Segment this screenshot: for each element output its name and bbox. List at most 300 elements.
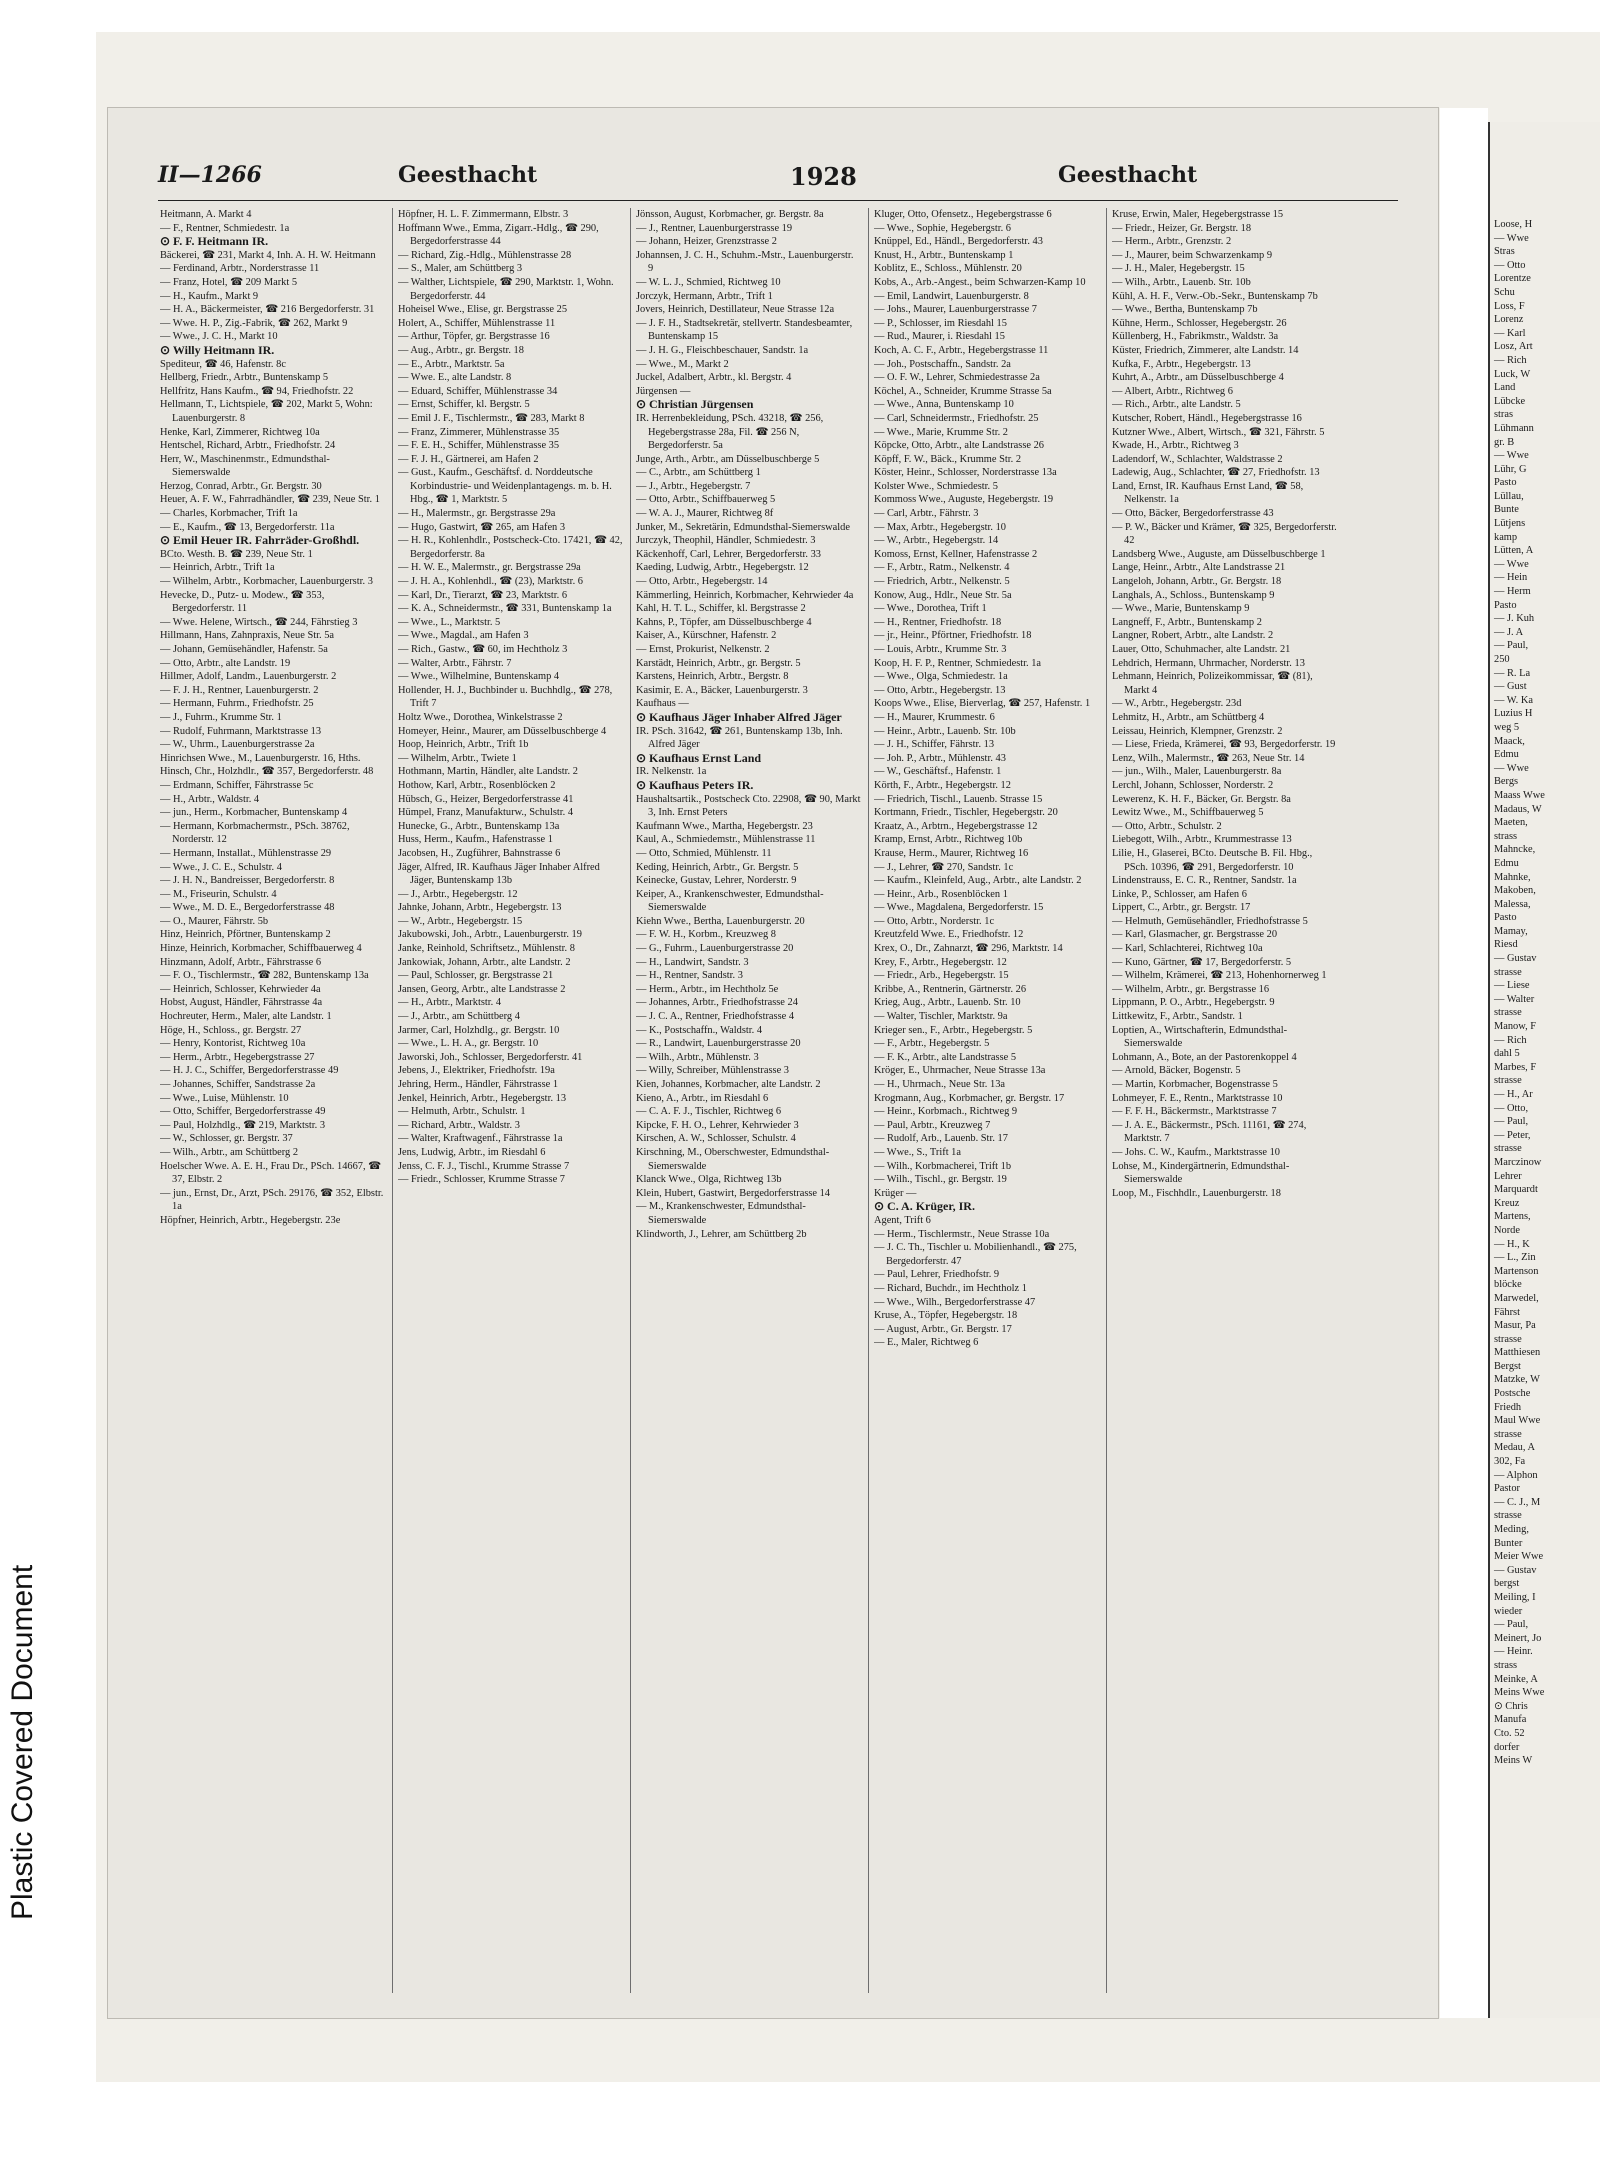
directory-entry: — Johs. C. W., Kaufm., Marktstrasse 10 xyxy=(1112,1146,1280,1158)
directory-entry: — Johannes, Arbtr., Friedhofstrasse 24 xyxy=(636,997,798,1009)
directory-entry: Hoelscher Wwe. A. E. H., Frau Dr., PSch. 14667, ☎ 37, Elbstr. 2 xyxy=(160,1160,382,1186)
directory-entry: — Wwe., Bertha, Buntenskamp 7b xyxy=(1112,304,1258,316)
directory-entry: Kommoss Wwe., Auguste, Hegebergstr. 19 xyxy=(874,494,1054,506)
directory-entry: Agent, Trift 6 xyxy=(874,1214,931,1226)
directory-entry: — Aug., Arbtr., gr. Bergstr. 18 xyxy=(398,344,524,356)
directory-entry: — Wwe., L., Marktstr. 5 xyxy=(398,616,501,628)
next-page-line: weg 5 xyxy=(1494,721,1520,733)
directory-entry: — F., Rentner, Schmiedestr. 1a xyxy=(160,222,290,234)
directory-entry: Lehdrich, Hermann, Uhrmacher, Norderstr. 13 xyxy=(1112,657,1305,669)
directory-entry: Spediteur, ☎ 46, Hafenstr. 8c xyxy=(160,358,286,370)
directory-entry: Kufka, F., Arbtr., Hegebergstr. 13 xyxy=(1112,358,1251,370)
directory-entry: Kaul, A., Schmiedemstr., Mühlenstrasse 11 xyxy=(636,834,816,846)
directory-entry: — Eduard, Schiffer, Mühlenstrasse 34 xyxy=(398,385,558,397)
directory-entry: — Wilh., Korbmacherei, Trift 1b xyxy=(874,1160,1012,1172)
directory-entry: Ladewig, Aug., Schlachter, ☎ 27, Friedhofstr. 13 xyxy=(1112,467,1320,479)
next-page-line: Riesd xyxy=(1494,939,1518,951)
directory-entry: Jurczyk, Theophil, Händler, Schmiedestr. 3 xyxy=(636,535,816,547)
directory-entry: Klanck Wwe., Olga, Richtweg 13b xyxy=(636,1174,782,1186)
directory-entry: — J., Arbtr., am Schüttberg 4 xyxy=(398,1011,520,1023)
directory-entry: Krüger — xyxy=(874,1187,917,1199)
directory-entry: Junge, Arth., Arbtr., am Düsselbuschberge 5 xyxy=(636,453,820,465)
next-page-line: — Alphon xyxy=(1494,1469,1538,1481)
directory-entry: — W., Arbtr., Hegebergstr. 15 xyxy=(398,915,523,927)
directory-entry: — E., Kaufm., ☎ 13, Bergedorferstr. 11a xyxy=(160,521,335,533)
directory-entry: — J. H. G., Fleischbeschauer, Sandstr. 1a xyxy=(636,344,809,356)
next-page-line: Mahncke, xyxy=(1494,844,1536,856)
directory-entry: — F. K., Arbtr., alte Landstrasse 5 xyxy=(874,1051,1017,1063)
next-page-line: kamp xyxy=(1494,531,1518,543)
directory-entry: — Hermann, Fuhrm., Friedhofstr. 25 xyxy=(160,698,314,710)
directory-column-5 xyxy=(1112,208,1337,1993)
directory-entry: — H. R., Kohlenhdlr., Postscheck-Cto. 17421, ☎ 42, Bergedorferstr. 8a xyxy=(398,535,623,560)
directory-entry: Hillmer, Adolf, Landm., Lauenburgerstr. 2 xyxy=(160,671,337,683)
directory-entry: Hinzmann, Adolf, Arbtr., Fährstrasse 6 xyxy=(160,956,322,968)
directory-entry: — Otto, Schiffer, Bergedorferstrasse 49 xyxy=(160,1106,326,1118)
next-page-line: Lühr, G xyxy=(1494,463,1527,475)
directory-entry: Kramp, Ernst, Arbtr., Richtweg 10b xyxy=(874,834,1023,846)
directory-entry: — Emil J. F., Tischlermstr., ☎ 283, Markt 8 xyxy=(398,412,585,424)
directory-entry: ⊙ Kaufhaus Ernst Land xyxy=(636,750,762,765)
directory-entry: — Johann, Gemüsehändler, Hafenstr. 5a xyxy=(160,644,328,655)
page-header xyxy=(158,162,1398,194)
directory-entry: Henke, Karl, Zimmerer, Richtweg 10a xyxy=(160,426,320,438)
directory-entry: Jenkel, Heinrich, Arbtr., Hegebergstr. 13 xyxy=(398,1092,567,1104)
next-page-line: Lütten, A xyxy=(1494,545,1534,557)
directory-entry: Kruse, A., Töpfer, Hegebergstr. 18 xyxy=(874,1310,1018,1322)
next-page-line: strasse xyxy=(1494,1143,1522,1155)
directory-entry: Jehring, Herm., Händler, Fährstrasse 1 xyxy=(398,1079,559,1090)
next-page-line: Meins Wwe xyxy=(1494,1687,1545,1699)
directory-entry: — August, Arbtr., Gr. Bergstr. 17 xyxy=(874,1323,1012,1335)
next-page-line: gr. B xyxy=(1494,436,1515,448)
directory-entry: — Heinr., Arbtr., Lauenb. Str. 10b xyxy=(874,725,1016,737)
next-page-line: — Wwe xyxy=(1494,558,1529,570)
directory-entry: Hinze, Heinrich, Korbmacher, Schiffbauerweg 4 xyxy=(160,943,362,955)
directory-entry: — H., Uhrmach., Neue Str. 13a xyxy=(874,1079,1006,1090)
directory-entry: — Helmuth, Arbtr., Schulstr. 1 xyxy=(398,1106,526,1118)
directory-entry: — Friedrich, Tischl., Lauenb. Strasse 15 xyxy=(874,793,1043,805)
directory-entry: — Herm., Arbtr., im Hechtholz 5e xyxy=(636,983,779,995)
directory-entry: Kribbe, A., Rentnerin, Gärtnerstr. 26 xyxy=(874,983,1027,995)
directory-entry: Lilie, H., Glaserei, BCto. Deutsche B. Fil. Hbg., PSch. 10396, ☎ 291, Bergedorferstr. 10 xyxy=(1112,847,1313,873)
next-page-line: dahl 5 xyxy=(1494,1048,1520,1060)
directory-entry: — K. A., Schneidermstr., ☎ 331, Buntenskamp 1a xyxy=(398,603,612,615)
directory-entry: Heitmann, A. Markt 4 xyxy=(160,209,252,220)
directory-entry: Hobst, August, Händler, Fährstrasse 4a xyxy=(160,997,323,1009)
directory-entry: — Karl, Glasmacher, gr. Bergstrasse 20 xyxy=(1112,929,1278,941)
directory-entry: — Walther, Lichtspiele, ☎ 290, Marktstr. 1, Wohn. Bergedorferstr. 44 xyxy=(398,276,614,302)
directory-entry: — J., Arbtr., Hegebergstr. 7 xyxy=(636,480,751,492)
directory-entry: ⊙ Willy Heitmann IR. xyxy=(160,342,275,357)
next-page-line: — C. J., M xyxy=(1494,1496,1541,1508)
directory-entry: Höge, H., Schloss., gr. Bergstr. 27 xyxy=(160,1024,302,1036)
page-title-left: Geesthacht xyxy=(398,162,538,188)
directory-entry: — Wilh., Arbtr., Lauenb. Str. 10b xyxy=(1112,276,1251,288)
directory-entry: — Paul, Schlosser, gr. Bergstrasse 21 xyxy=(398,970,554,982)
next-page-line: Fährst xyxy=(1494,1306,1520,1318)
directory-column-2 xyxy=(398,208,623,1993)
next-page-line: — Otto xyxy=(1494,259,1526,271)
next-page-line: Stras xyxy=(1494,246,1515,258)
directory-entry: — Otto, Arbtr., Hegebergstr. 14 xyxy=(636,576,768,588)
directory-entry: — Liese, Frieda, Krämerei, ☎ 93, Bergedorferstr. 19 xyxy=(1112,739,1336,751)
directory-entry: — F. W. H., Korbm., Kreuzweg 8 xyxy=(636,929,777,941)
directory-entry: Lehmitz, H., Arbtr., am Schüttberg 4 xyxy=(1112,711,1265,723)
column-rule xyxy=(1106,208,1107,1993)
next-page-line: Meiling, I xyxy=(1494,1591,1536,1603)
next-page-line: Lüllau, xyxy=(1494,490,1524,502)
directory-entry: Kahns, P., Töpfer, am Düsselbuschberge 4 xyxy=(636,616,812,628)
directory-entry: — Wwe., Dorothea, Trift 1 xyxy=(874,603,987,615)
directory-entry: Karstens, Heinrich, Arbtr., Bergstr. 8 xyxy=(636,671,789,683)
directory-entry: — Willy, Schreiber, Mühlenstrasse 3 xyxy=(636,1065,789,1077)
directory-entry: — W., Geschäftsf., Hafenstr. 1 xyxy=(874,766,1002,778)
directory-entry: — Hermann, Korbmachermstr., PSch. 38762, Norderstr. 12 xyxy=(160,820,350,846)
directory-entry: — W., Schlosser, gr. Bergstr. 37 xyxy=(160,1133,293,1145)
next-page-line: — Wwe xyxy=(1494,762,1529,774)
directory-entry: Hinrichsen Wwe., M., Lauenburgerstr. 16, Hths. xyxy=(160,752,361,764)
next-page-line: — H., Ar xyxy=(1494,1089,1533,1100)
directory-entry: Jaworski, Joh., Schlosser, Bergedorferstr. 41 xyxy=(398,1051,583,1063)
next-page-line: ⊙ Chris xyxy=(1494,1700,1528,1712)
directory-entry: — H., Arbtr., Marktstr. 4 xyxy=(398,997,502,1009)
next-page-line: Schu xyxy=(1494,286,1515,298)
next-page-line: — Gustav xyxy=(1494,953,1537,965)
directory-entry: Kwade, H., Arbtr., Richtweg 3 xyxy=(1112,440,1239,452)
next-page-line: Bunter xyxy=(1494,1537,1523,1549)
directory-entry: Hoffmann Wwe., Emma, Zigarr.-Hdlg., ☎ 290, Bergedorferstrasse 44 xyxy=(398,222,599,248)
directory-entry: — Otto, Arbtr., Schulstr. 2 xyxy=(1112,820,1222,832)
next-page-line: Pasto xyxy=(1494,599,1517,611)
directory-entry: Hentschel, Richard, Arbtr., Friedhofstr. 24 xyxy=(160,440,336,452)
directory-entry: — O., Maurer, Fährstr. 5b xyxy=(160,915,269,927)
directory-entry: — Walter, Kraftwagenf., Fährstrasse 1a xyxy=(398,1133,563,1145)
directory-entry: — Rudolf, Fuhrmann, Marktstrasse 13 xyxy=(160,725,322,737)
next-page-line: dorfer xyxy=(1494,1741,1520,1753)
next-page-line: strasse xyxy=(1494,1510,1522,1522)
directory-entry: — W., Arbtr., Hegebergstr. 14 xyxy=(874,535,999,547)
directory-entry: Krieg, Aug., Arbtr., Lauenb. Str. 10 xyxy=(874,997,1021,1009)
directory-entry: ⊙ F. F. Heitmann IR. xyxy=(160,234,269,249)
directory-entry: — Emil, Landwirt, Lauenburgerstr. 8 xyxy=(874,290,1029,302)
directory-entry: — Hermann, Installat., Mühlenstrasse 29 xyxy=(160,847,332,859)
directory-entry: — Wwe., Sophie, Hegebergstr. 6 xyxy=(874,222,1011,234)
directory-entry: — F. E. H., Schiffer, Mühlenstrasse 35 xyxy=(398,440,560,452)
directory-entry: — Friedrich, Arbtr., Nelkenstr. 5 xyxy=(874,576,1010,588)
next-page-line: Bergst xyxy=(1494,1360,1521,1372)
directory-entry: — Max, Arbtr., Hegebergstr. 10 xyxy=(874,521,1006,533)
directory-entry: Koops Wwe., Elise, Bierverlag, ☎ 257, Hafenstr. 1 xyxy=(874,698,1091,710)
directory-entry: — J. C. Th., Tischler u. Mobilienhandl., ☎ 275, Bergedorferstr. 47 xyxy=(874,1242,1077,1267)
directory-entry: Hellmann, T., Lichtspiele, ☎ 202, Markt 5, Wohn: Lauenburgerstr. 8 xyxy=(160,399,373,424)
directory-entry: Jens, Ludwig, Arbtr., im Riesdahl 6 xyxy=(398,1146,546,1158)
directory-entry: Jebens, J., Elektriker, Friedhofstr. 19a xyxy=(398,1065,555,1077)
directory-entry: — J., Arbtr., Hegebergstr. 12 xyxy=(398,888,518,900)
next-page-line: — J. Kuh xyxy=(1494,613,1535,625)
column-rule xyxy=(630,208,631,1993)
directory-entry: — Johs., Maurer, Lauenburgerstrasse 7 xyxy=(874,304,1038,316)
directory-entry: IR. Herrenbekleidung, PSch. 43218, ☎ 256, Hegebergstrasse 28a, Fil. ☎ 256 N, Bergedorferstr. 5a xyxy=(636,412,824,452)
directory-entry: Lewerenz, K. H. F., Bäcker, Gr. Bergstr. 8a xyxy=(1112,793,1291,805)
directory-entry: Landsberg Wwe., Auguste, am Düsselbuschberge 1 xyxy=(1112,548,1326,560)
directory-entry: Lange, Heinr., Arbtr., Alte Landstrasse 21 xyxy=(1112,562,1286,574)
directory-entry: — Heinr., Korbmach., Richtweg 9 xyxy=(874,1106,1018,1118)
directory-entry: — Wwe., L. H. A., gr. Bergstr. 10 xyxy=(398,1038,539,1050)
directory-entry: Leissau, Heinrich, Klempner, Grenzstr. 2 xyxy=(1112,725,1283,737)
directory-entry: Keinecke, Gustav, Lehrer, Norderstr. 9 xyxy=(636,875,797,887)
directory-entry: Loptien, A., Wirtschafterin, Edmundsthal-Siemerswalde xyxy=(1112,1024,1288,1050)
directory-entry: — Wilhelm, Arbtr., Korbmacher, Lauenburgerstr. 3 xyxy=(160,576,373,588)
directory-entry: Langneff, F., Arbtr., Buntenskamp 2 xyxy=(1112,616,1262,628)
directory-entry: — H., Arbtr., Waldstr. 4 xyxy=(160,793,260,805)
directory-entry: — J. H. A., Kohlenhdl., ☎ (23), Marktstr. 6 xyxy=(398,576,583,588)
next-page-line: Luzius H xyxy=(1494,708,1533,720)
directory-entry: Lewitz Wwe., M., Schiffbauerweg 5 xyxy=(1112,807,1264,819)
directory-entry: Langhals, A., Schloss., Buntenskamp 9 xyxy=(1112,589,1275,601)
directory-entry: — Ferdinand, Arbtr., Norderstrasse 11 xyxy=(160,263,320,275)
next-page-line: Losz, Art xyxy=(1494,341,1533,353)
directory-entry: Küster, Friedrich, Zimmerer, alte Landstr. 14 xyxy=(1112,344,1299,356)
directory-entry: Junker, M., Sekretärin, Edmundsthal-Siemerswalde xyxy=(636,521,850,533)
next-page-line: Luck, W xyxy=(1494,368,1531,380)
directory-entry: — Heinrich, Arbtr., Trift 1a xyxy=(160,562,275,574)
directory-entry: — jun., Herm., Korbmacher, Buntenskamp 4 xyxy=(160,807,348,819)
directory-entry: Land, Ernst, IR. Kaufhaus Ernst Land, ☎ 58, Nelkenstr. 1a xyxy=(1112,480,1304,506)
directory-entry: Lohmann, A., Bote, an der Pastorenkoppel 4 xyxy=(1112,1051,1297,1063)
directory-entry: Krey, F., Arbtr., Hegebergstr. 12 xyxy=(874,956,1007,968)
next-page-line: — Rich xyxy=(1494,1034,1527,1046)
directory-entry: — Franz, Zimmerer, Mühlenstrasse 35 xyxy=(398,426,560,438)
directory-entry: — Gust., Kaufm., Geschäftsf. d. Norddeutsche Korbindustrie- und Weidenplantagengs. m. b. H. Hbg., ☎ 1, Marktstr. 5 xyxy=(398,467,612,506)
next-page-line: strasse xyxy=(1494,966,1522,978)
next-page-line: — Otto, xyxy=(1494,1102,1529,1114)
directory-entry: — Rich., Arbtr., alte Landstr. 5 xyxy=(1112,399,1241,411)
directory-entry: Höpfner, H. L. F. Zimmermann, Elbstr. 3 xyxy=(398,209,569,220)
next-page-line: stras xyxy=(1494,409,1514,421)
directory-entry: — Ernst, Prokurist, Nelkenstr. 2 xyxy=(636,644,770,655)
directory-entry: — H. W. E., Malermstr., gr. Bergstrasse 29a xyxy=(398,562,581,574)
next-page-line: strasse xyxy=(1494,1333,1522,1345)
directory-entry: Kämmerling, Heinrich, Korbmacher, Kehrwieder 4a xyxy=(636,589,854,601)
directory-entry: — J. H. N., Bandreisser, Bergedorferstr. 8 xyxy=(160,875,335,887)
directory-entry: Lohmeyer, F. E., Rentn., Marktstrasse 10 xyxy=(1112,1092,1283,1104)
directory-entry: Liebegott, Wilh., Arbtr., Krummestrasse 13 xyxy=(1112,834,1292,846)
directory-entry: Jansen, Georg, Arbtr., alte Landstrasse 2 xyxy=(398,983,566,995)
page-title-right: Geesthacht xyxy=(1058,162,1198,188)
binding-gap xyxy=(1440,108,1488,2018)
next-page-line: Lorenz xyxy=(1494,314,1524,326)
directory-entry: — Louis, Arbtr., Krumme Str. 3 xyxy=(874,644,1007,655)
directory-entry: Konow, Aug., Hdlr., Neue Str. 5a xyxy=(874,589,1012,601)
directory-entry: — Wwe., Magdal., am Hafen 3 xyxy=(398,630,529,642)
next-page-line: Lübcke xyxy=(1494,395,1526,407)
directory-entry: — Richard, Arbtr., Waldstr. 3 xyxy=(398,1119,520,1131)
directory-entry: Jovers, Heinrich, Destillateur, Neue Strasse 12a xyxy=(636,304,835,316)
directory-entry: Hoheisel Wwe., Elise, gr. Bergstrasse 25 xyxy=(398,304,568,316)
next-page-line: Edmu xyxy=(1494,749,1519,761)
directory-entry: — J., Rentner, Lauenburgerstrasse 19 xyxy=(636,222,793,234)
next-page-edge xyxy=(1488,122,1600,2018)
next-page-line: Lorentze xyxy=(1494,273,1531,285)
directory-entry: Kaufhaus — xyxy=(636,698,689,710)
next-page-line: — W. Ka xyxy=(1494,694,1533,706)
next-page-line: — Walter xyxy=(1494,993,1535,1005)
directory-entry: — Heinrich, Schlosser, Kehrwieder 4a xyxy=(160,983,321,995)
directory-entry: — Otto, Arbtr., alte Landstr. 19 xyxy=(160,657,291,669)
directory-entry: — Karl, Schlachterei, Richtweg 10a xyxy=(1112,943,1263,955)
directory-entry: Homeyer, Heinr., Maurer, am Düsselbuschberge 4 xyxy=(398,725,607,737)
directory-entry: — Joh. P., Arbtr., Mühlenstr. 43 xyxy=(874,752,1006,764)
next-page-line: — Paul, xyxy=(1494,640,1529,652)
directory-entry: — Wwe., J. C. E., Schulstr. 4 xyxy=(160,861,282,873)
directory-entry: — Hugo, Gastwirt, ☎ 265, am Hafen 3 xyxy=(398,521,566,533)
directory-entry: Kipcke, F. H. O., Lehrer, Kehrwieder 3 xyxy=(636,1119,799,1131)
directory-entry: — Otto, Arbtr., Norderstr. 1c xyxy=(874,915,995,927)
directory-entry: — Herm., Tischlermstr., Neue Strasse 10a xyxy=(874,1228,1050,1240)
directory-column-1 xyxy=(160,208,385,1993)
directory-entry: — H., Kaufm., Markt 9 xyxy=(160,290,259,302)
directory-entry: Hümpel, Franz, Manufakturw., Schulstr. 4 xyxy=(398,807,574,819)
directory-entry: Käckenhoff, Carl, Lehrer, Bergedorferstr. 33 xyxy=(636,548,822,560)
directory-entry: — H., Landwirt, Sandstr. 3 xyxy=(636,956,749,968)
next-page-line: Lühmann xyxy=(1494,422,1534,434)
directory-entry: Klein, Hubert, Gastwirt, Bergedorferstrasse 14 xyxy=(636,1187,831,1199)
directory-entry: — jun., Ernst, Dr., Arzt, PSch. 29176, ☎ 352, Elbstr. 1a xyxy=(160,1187,384,1213)
column-rule xyxy=(392,208,393,1993)
directory-entry: Krieger sen., F., Arbtr., Hegebergstr. 5 xyxy=(874,1024,1033,1036)
directory-entry: Hellfritz, Hans Kaufm., ☎ 94, Friedhofstr. 22 xyxy=(160,385,354,397)
next-page-line: 302, Fa xyxy=(1494,1456,1526,1468)
directory-entry: Herzog, Conrad, Arbtr., Gr. Bergstr. 30 xyxy=(160,480,322,492)
directory-entry: — Erdmann, Schiffer, Fährstrasse 5c xyxy=(160,779,314,791)
directory-entry: — W. L. J., Schmied, Richtweg 10 xyxy=(636,276,781,288)
next-page-line: — Liese xyxy=(1494,980,1530,992)
next-page-line: Land xyxy=(1494,382,1516,394)
directory-entry: — Wwe., Wilh., Bergedorferstrasse 47 xyxy=(874,1296,1036,1308)
directory-entry: — K., Postschaffn., Waldstr. 4 xyxy=(636,1024,763,1036)
directory-entry: — Otto, Arbtr., Schiffbauerweg 5 xyxy=(636,494,776,506)
directory-entry: Kahl, H. T. L., Schiffer, kl. Bergstrasse 2 xyxy=(636,603,806,615)
directory-entry: — Wwe., Luise, Mühlenstr. 10 xyxy=(160,1092,289,1104)
directory-entry: Lippmann, P. O., Arbtr., Hegebergstr. 9 xyxy=(1112,997,1275,1009)
next-page-line: bergst xyxy=(1494,1578,1520,1590)
directory-entry: — Albert, Arbtr., Richtweg 6 xyxy=(1112,385,1233,397)
directory-entry: Hinsch, Chr., Holzhdlr., ☎ 357, Bergedorferstr. 48 xyxy=(160,766,374,778)
directory-entry: — M., Krankenschwester, Edmundsthal-Siemerswalde xyxy=(636,1201,806,1226)
directory-entry: Hübsch, G., Heizer, Bergedorferstrasse 41 xyxy=(398,793,574,805)
directory-entry: — F. F. H., Bäckermstr., Marktstrasse 7 xyxy=(1112,1106,1277,1118)
directory-entry: — Wwe. H. P., Zig.-Fabrik, ☎ 262, Markt 9 xyxy=(160,317,348,329)
directory-entry: — Karl, Dr., Tierarzt, ☎ 23, Marktstr. 6 xyxy=(398,589,568,601)
directory-entry: — E., Maler, Richtweg 6 xyxy=(874,1337,979,1349)
next-page-column xyxy=(1490,218,1545,1768)
directory-entry: Herr, W., Maschinenmstr., Edmundsthal-Siemerswalde xyxy=(160,453,330,479)
directory-entry: BCto. Westh. B. ☎ 239, Neue Str. 1 xyxy=(160,548,313,560)
directory-entry: — G., Fuhrm., Lauenburgerstrasse 20 xyxy=(636,943,794,955)
directory-entry: — F. J. H., Rentner, Lauenburgerstr. 2 xyxy=(160,684,319,696)
next-page-line: Loss, F xyxy=(1494,300,1525,312)
next-page-line: Madaus, W xyxy=(1494,803,1542,815)
directory-entry: — W. A. J., Maurer, Richtweg 8f xyxy=(636,508,774,520)
directory-entry: — Ernst, Schiffer, kl. Bergstr. 5 xyxy=(398,399,530,411)
directory-entry: — H. A., Bäckermeister, ☎ 216 Bergedorferstr. 31 xyxy=(160,304,375,316)
directory-entry: Koblitz, E., Schloss., Mühlenstr. 20 xyxy=(874,263,1022,275)
next-page-line: strass xyxy=(1494,1659,1518,1671)
directory-entry: — W., Uhrm., Lauenburgerstrasse 2a xyxy=(160,739,315,751)
next-page-line: Mahnke, xyxy=(1494,871,1531,883)
directory-column-3 xyxy=(636,208,861,1993)
directory-entry: Hollender, H. J., Buchbinder u. Buchhdlg., ☎ 278, Trift 7 xyxy=(398,684,613,710)
directory-entry: Hothow, Karl, Arbtr., Rosenblöcken 2 xyxy=(398,779,556,791)
directory-entry: — H. J. C., Schiffer, Bergedorferstrasse 49 xyxy=(160,1065,339,1077)
directory-entry: — Wwe., Anna, Buntenskamp 10 xyxy=(874,399,1014,411)
directory-entry: Hellberg, Friedr., Arbtr., Buntenskamp 5 xyxy=(160,372,329,384)
directory-entry: — Herm., Arbtr., Grenzstr. 2 xyxy=(1112,236,1232,248)
directory-entry: — Helmuth, Gemüsehändler, Friedhofstrasse 5 xyxy=(1112,915,1308,927)
next-page-line: Lehrer xyxy=(1494,1170,1522,1182)
directory-entry: Linke, P., Schlosser, am Hafen 6 xyxy=(1112,888,1247,900)
directory-entry: Kirschning, M., Oberschwester, Edmundsthal-Siemerswalde xyxy=(636,1146,830,1172)
next-page-line: Lütjens xyxy=(1494,518,1526,530)
directory-entry: Karstädt, Heinrich, Arbtr., gr. Bergstr. 5 xyxy=(636,657,801,669)
directory-page xyxy=(108,108,1438,2018)
directory-entry: — C., Arbtr., am Schüttberg 1 xyxy=(636,467,761,479)
directory-entry: — Rudolf, Arb., Lauenb. Str. 17 xyxy=(874,1133,1008,1145)
next-page-line: — Gust xyxy=(1494,681,1527,693)
next-page-line: Marbes, F xyxy=(1494,1061,1537,1073)
directory-entry: — R., Landwirt, Lauenburgerstrasse 20 xyxy=(636,1038,801,1050)
next-page-line: strasse xyxy=(1494,1007,1522,1019)
directory-entry: IR. PSch. 31642, ☎ 261, Buntenskamp 13b, Inh. Alfred Jäger xyxy=(636,725,843,751)
directory-entry: — J. C. A., Rentner, Friedhofstrasse 4 xyxy=(636,1011,795,1023)
directory-entry: — Herm., Arbtr., Hegebergstrasse 27 xyxy=(160,1051,315,1063)
next-page-line: Meinert, Jo xyxy=(1494,1632,1542,1644)
directory-entry: — F. O., Tischlermstr., ☎ 282, Buntenskamp 13a xyxy=(160,970,369,982)
directory-entry: — Wwe. Helene, Wirtsch., ☎ 244, Fährstieg 3 xyxy=(160,616,358,628)
directory-entry: Kasimir, E. A., Bäcker, Lauenburgerstr. 3 xyxy=(636,684,808,696)
next-page-line: Loose, H xyxy=(1494,219,1533,230)
directory-entry: Körth, F., Arbtr., Hegebergstr. 12 xyxy=(874,779,1011,791)
directory-entry: Kraatz, A., Arbtrn., Hegebergstrasse 12 xyxy=(874,820,1038,832)
directory-entry: — Wilh., Arbtr., am Schüttberg 2 xyxy=(160,1146,299,1158)
directory-entry: — J., Fuhrm., Krumme Str. 1 xyxy=(160,711,282,723)
directory-entry: — Wwe., Olga, Schmiedestr. 1a xyxy=(874,671,1008,683)
directory-entry: — Arnold, Bäcker, Bogenstr. 5 xyxy=(1112,1065,1241,1077)
directory-entry: Kien, Johannes, Korbmacher, alte Landstr. 2 xyxy=(636,1079,821,1090)
next-page-line: Cto. 52 xyxy=(1494,1727,1525,1739)
next-page-line: Pasto xyxy=(1494,912,1517,924)
directory-entry: Koop, H. F. P., Rentner, Schmiedestr. 1a xyxy=(874,657,1042,669)
next-page-line: — Rich xyxy=(1494,354,1527,366)
directory-entry: — Heinr., Arb., Rosenblöcken 1 xyxy=(874,888,1008,900)
directory-entry: — jun., Wilh., Maler, Lauenburgerstr. 8a xyxy=(1112,766,1282,778)
directory-entry: — Rich., Gastw., ☎ 60, im Hechtholz 3 xyxy=(398,644,568,655)
directory-entry: — jr., Heinr., Pförtner, Friedhofstr. 18 xyxy=(874,630,1032,642)
directory-entry: ⊙ Christian Jürgensen xyxy=(636,397,754,412)
directory-entry: Lohse, M., Kindergärtnerin, Edmundsthal-Siemerswalde xyxy=(1112,1160,1290,1186)
directory-entry: — Joh., Postschaffn., Sandstr. 2a xyxy=(874,358,1011,370)
directory-entry: Kühl, A. H. F., Verw.-Ob.-Sekr., Buntenskamp 7b xyxy=(1112,290,1318,302)
next-page-line: Edmu xyxy=(1494,857,1519,869)
directory-entry: Hevecke, D., Putz- u. Modew., ☎ 353, Bergedorferstr. 11 xyxy=(160,589,325,615)
directory-entry: Hoop, Heinrich, Arbtr., Trift 1b xyxy=(398,739,529,751)
directory-entry: — C. A. F. J., Tischler, Richtweg 6 xyxy=(636,1106,782,1118)
next-page-line: Mamay, xyxy=(1494,925,1528,937)
directory-entry: — Charles, Korbmacher, Trift 1a xyxy=(160,508,298,520)
directory-entry: Hinz, Heinrich, Pförtner, Buntenskamp 2 xyxy=(160,929,331,941)
directory-entry: — J., Lehrer, ☎ 270, Sandstr. 1c xyxy=(874,861,1014,873)
